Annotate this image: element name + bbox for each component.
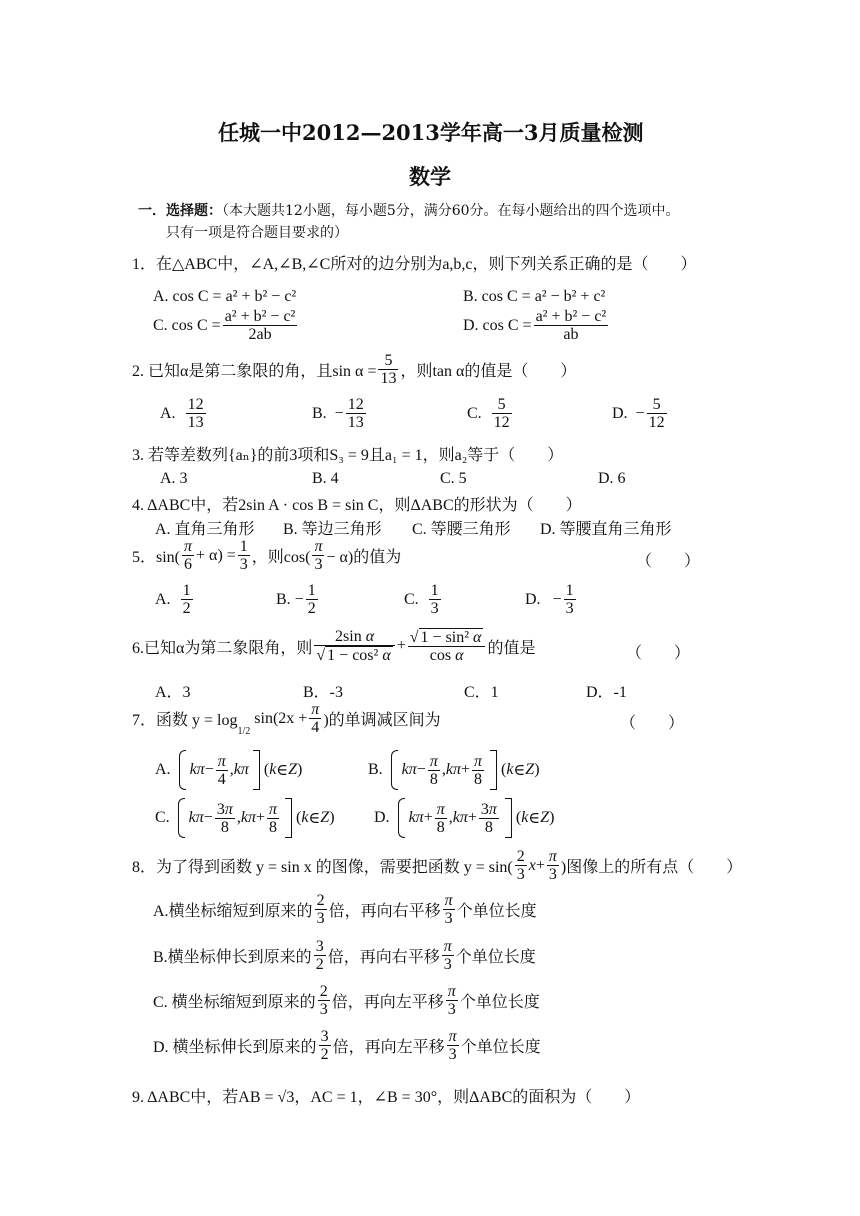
q8-post: )图像上的所有点（ ）: [560, 859, 743, 876]
q1-c-den: 2ab: [248, 326, 272, 343]
q5-a-num: 1: [182, 582, 191, 599]
q6-option-b: B．-3: [303, 684, 344, 701]
q1-option-d: [463, 308, 610, 343]
section-label: 一．选择题：: [138, 203, 222, 219]
q8-c-mid: 倍，再向左平移: [331, 994, 444, 1011]
q8-d-post: 个单位长度: [460, 1039, 541, 1056]
q3-option-c: C. 5: [440, 470, 467, 487]
q8-a-pre: A.横坐标缩短到原来的: [153, 903, 313, 920]
question-8: 8．为了得到函数 y = sin x 的图像，需要把函数 y = sin( $\frac{2}{3}$ x + $\frac{\pi}{3}$ )图像上的所有点（ ）: [132, 848, 743, 883]
q1-option-c: [153, 308, 299, 343]
q1-c-label: C. cos C =: [153, 316, 221, 334]
q3-option-d: D. 6: [598, 470, 626, 487]
q5-b-num: 1: [307, 582, 316, 599]
q1-d-label: D. cos C =: [463, 316, 532, 334]
q5-b-den: 2: [307, 600, 316, 617]
q2-pre: 2. 已知α是第二象限的角，且sin α =: [132, 363, 377, 380]
q4-option-a: A. 直角三角形: [155, 521, 255, 538]
question-7: 7．函数 y = log 1/2 sin(2x + $\frac{\pi}{4}$ )的单调减区间为: [132, 701, 441, 737]
q5-post2: ，则cos(: [251, 549, 311, 566]
section-desc-2: 只有一项是符合题目要求的）: [166, 225, 348, 241]
q5-c-num: 1: [430, 582, 439, 599]
q5-option-c: C. $\frac{1}{3}$: [404, 582, 439, 617]
section-heading: [138, 200, 680, 220]
q5-option-d: D. − $\frac{1}{3}$: [525, 582, 574, 617]
q7-option-d: D. kπ + $\frac{\pi}{8}$ , kπ + $\frac{3\pi}{8}$ ( k ∈ Z ): [374, 798, 554, 838]
q8-b-mid: 倍，再向右平移: [327, 949, 440, 966]
q7-pre: 7．函数 y = log: [132, 712, 238, 729]
q5-d-den: 3: [565, 600, 574, 617]
q8-option-c: C. 横坐标缩短到原来的 $\frac{2}{3}$ 倍，再向左平移 $\frac{\pi}{3}$ 个单位长度: [153, 983, 540, 1018]
subject-title: 数学: [409, 164, 451, 189]
q2-b-num: 12: [347, 396, 364, 413]
q8-pre: 8．为了得到函数 y = sin x 的图像，需要把函数 y = sin(: [132, 859, 513, 876]
q5-post3: − α)的值为: [326, 549, 402, 566]
q7-post: sin(2x +: [254, 709, 308, 727]
q8-option-b: B.横坐标伸长到原来的 $\frac{3}{2}$ 倍，再向右平移 $\frac{\pi}{3}$ 个单位长度: [153, 938, 536, 973]
q1-option-b: B. cos C = a² − b² + c²: [463, 288, 606, 305]
q3-option-b: B. 4: [312, 470, 339, 487]
question-1: 1．在△ABC中，∠A,∠B,∠C所对的边分别为a,b,c，则下列关系正确的是（ ）: [132, 256, 697, 273]
q2-option-c: C. $\frac{5}{12}$: [467, 396, 510, 431]
q2-c-den: 12: [493, 414, 510, 431]
question-3: 3. 若等差数列{aₙ}的前3项和S₃ = 9且a₁ = 1，则a₂等于（ ）: [132, 447, 564, 464]
q3-option-a: A. 3: [160, 470, 188, 487]
q4-option-d: D. 等腰直角三角形: [540, 521, 672, 538]
question-5: 5．sin( $\frac{\pi}{6}$ + α) = $\frac{1}{3}$ ，则cos( $\frac{\pi}{3}$ − α)的值为: [132, 538, 402, 573]
q8-c-pre: C. 横坐标缩短到原来的: [153, 994, 316, 1011]
q5-a-den: 2: [182, 600, 191, 617]
q6-option-a: A．3: [155, 684, 191, 701]
q5-option-a: A. $\frac{1}{2}$: [155, 582, 191, 617]
q8-b-post: 个单位长度: [455, 949, 536, 966]
q5-c-den: 3: [430, 600, 439, 617]
q5-answer-paren: （ ）: [636, 553, 701, 570]
question-6: 6.已知α为第二象限角，则 $\frac{\text{2sin α}}{\text{√ 1 − cos² α}}$ + $\frac{\text{√ 1 − sin² α}}{\text{cos α}}$ 的值是: [132, 628, 536, 664]
q4-option-b: B. 等边三角形: [283, 521, 382, 538]
q8-d-pre: D. 横坐标伸长到原来的: [153, 1039, 317, 1056]
section-desc-1: （本大题共12小题，每小题5分，满分60分。在每小题给出的四个选项中。: [222, 203, 680, 219]
q2-c-num: 5: [492, 396, 512, 414]
q5-post: + α) =: [196, 546, 236, 564]
q6-post: 的值是: [487, 639, 536, 657]
q8-c-post: 个单位长度: [459, 994, 540, 1011]
q6-option-d: D．-1: [586, 684, 627, 701]
q4-option-c: C. 等腰三角形: [412, 521, 511, 538]
q5-pre: 5．sin(: [132, 549, 181, 566]
q2-d-num: 5: [647, 396, 667, 414]
q2-option-a: A. $\frac{12}{13}$: [160, 396, 204, 431]
question-4: 4. ΔABC中，若2sin A · cos B = sin C，则ΔABC的形状为（ ）: [132, 497, 582, 514]
q8-b-pre: B.横坐标伸长到原来的: [153, 949, 312, 966]
q1-d-num: a² + b² − c²: [535, 308, 607, 325]
q2-den: 13: [380, 370, 397, 387]
q7-answer-paren: （ ）: [620, 715, 685, 732]
q2-b-den: 13: [347, 414, 364, 431]
q7-option-b: B. kπ − $\frac{\pi}{8}$ , kπ + $\frac{\pi}{8}$ ( k ∈ Z ): [368, 750, 540, 790]
q8-d-mid: 倍，再向左平移: [332, 1039, 445, 1056]
q2-option-b: B. − $\frac{12}{13}$: [312, 396, 364, 431]
q5-d-num: 1: [565, 582, 574, 599]
q5-option-b: B. − $\frac{1}{2}$: [276, 582, 316, 617]
q6-option-c: C．1: [464, 684, 499, 701]
q1-d-den: ab: [563, 326, 579, 343]
q6-pre: 6.已知α为第二象限角，则: [132, 639, 313, 657]
q7-post2: )的单调减区间为: [323, 712, 441, 729]
q6-answer-paren: （ ）: [626, 645, 691, 662]
q8-option-a: A.横坐标缩短到原来的 $\frac{2}{3}$ 倍，再向右平移 $\frac{\pi}{3}$ 个单位长度: [153, 892, 537, 927]
q7-option-a: A. kπ − $\frac{\pi}{4}$ , kπ ( k ∈ Z ): [155, 750, 302, 790]
q2-a-num: 12: [187, 396, 204, 413]
q7-option-c: C. kπ − $\frac{3\pi}{8}$ , kπ + $\frac{\pi}{8}$ ( k ∈ Z ): [155, 798, 335, 838]
q2-d-den: 12: [648, 414, 665, 431]
q8-a-post: 个单位长度: [456, 903, 537, 920]
q1-c-num: a² + b² − c²: [224, 308, 296, 325]
q2-num: 5: [378, 352, 398, 370]
q1-option-a: A. cos C = a² + b² − c²: [153, 288, 297, 305]
q2-post: ，则tan α的值是（ ）: [400, 363, 577, 380]
q8-a-mid: 倍，再向右平移: [328, 903, 441, 920]
question-2: [132, 352, 576, 387]
q2-a-den: 13: [187, 414, 204, 431]
question-9: 9. ΔABC中，若AB = √3，AC = 1，∠B = 30°，则ΔABC的面积为（ ）: [132, 1089, 641, 1106]
page-title: 任城一中2012—2013学年高一3月质量检测: [218, 120, 644, 145]
q8-option-d: D. 横坐标伸长到原来的 $\frac{3}{2}$ 倍，再向左平移 $\frac{\pi}{3}$ 个单位长度: [153, 1028, 541, 1063]
q2-option-d: D. − $\frac{5}{12}$: [612, 396, 665, 431]
